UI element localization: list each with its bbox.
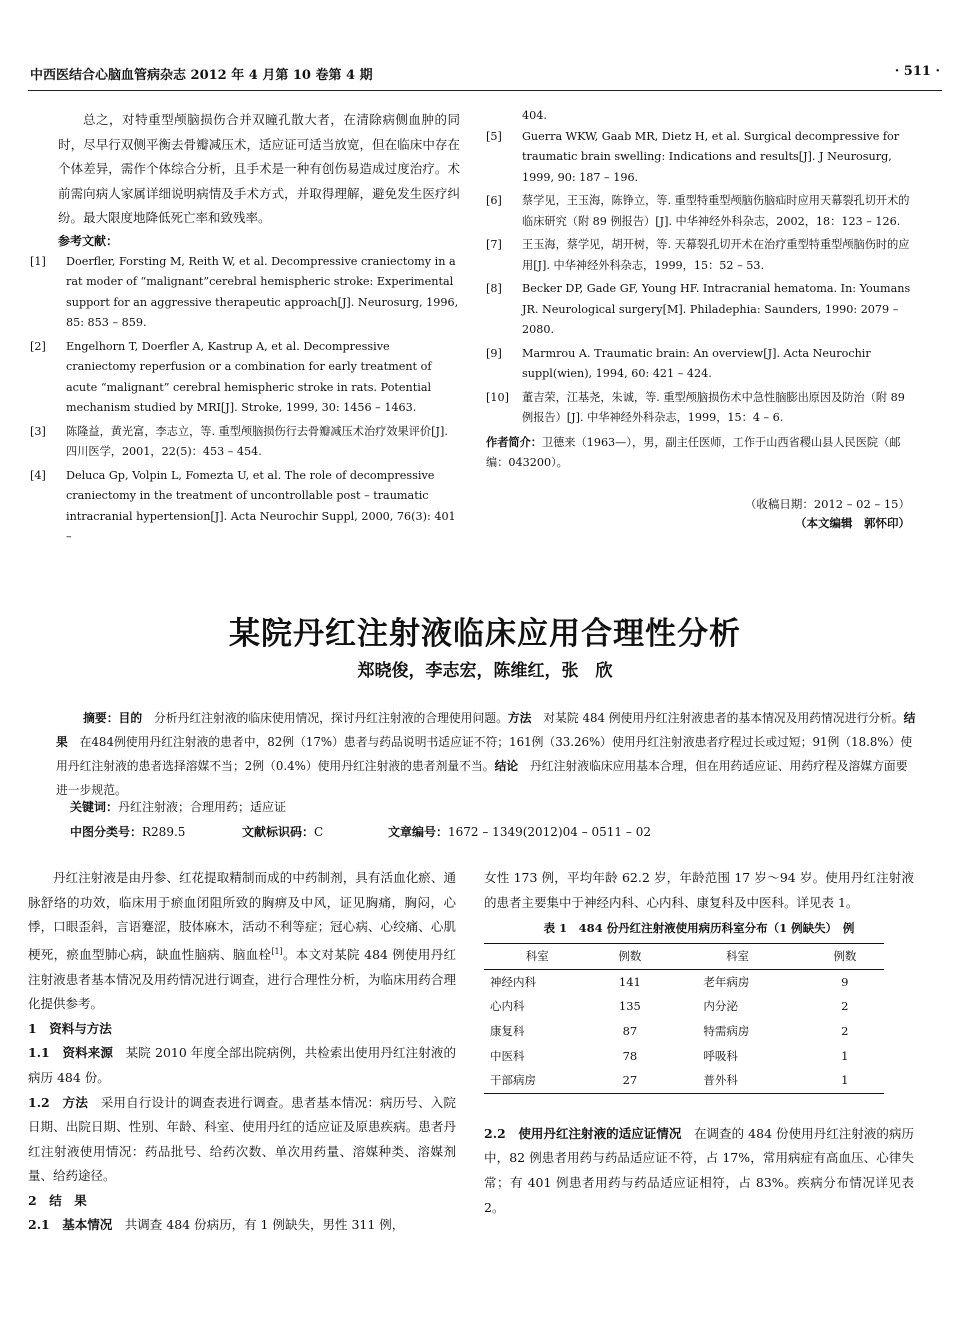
clc-number: 中图分类号：R289.5: [70, 825, 186, 839]
reference-item: [2] Engelhorn T, Doerfler A, Kastrup A, et al. Decompressive craniectomy reperfusion or a combination for early treatment of acute “malignant” cerebral hemispheric stroke in rats. Potential mechanism studied by MRI[J]. Stroke, 1999, 30: 1456 – 1463.: [30, 339, 432, 414]
reference-item: [5] Guerra WKW, Gaab MR, Dietz H, et al. Surgical decompressive for traumatic brain swelling: Indications and results[J]. J Neurosurg, 1999, 90: 187 – 196.: [486, 129, 900, 184]
reference-item: [1] Doerfler, Forsting M, Reith W, et al. Decompressive craniectomy in a rat moder of “malignant”cerebral hemispheric stroke: Experimental support for an aggressive therapeutic approach[J]. Neurosurg, 1996, 85: 853 – 859.: [30, 254, 459, 329]
section-1-1: 1.1 资料来源 某院 2010 年度全部出院病例，共检索出使用丹红注射液的病历 484 份。: [28, 1045, 456, 1085]
section-2-1: 2.1 基本情况 共调查 484 份病历，有 1 例缺失，男性 311 例，: [28, 1217, 405, 1233]
editor-note: （本文编辑 郭怀印）: [795, 516, 910, 530]
header-rule: [28, 90, 942, 91]
page-number: · 511 ·: [894, 64, 940, 79]
table-row: 神经内科 141 老年病房 9: [490, 974, 849, 989]
received-date: （收稿日期：2012 – 02 – 15）: [744, 497, 910, 511]
prev-conclusion: 总之，对特重型颅脑损伤合并双瞳孔散大者，在清除病侧血肿的同时，尽早行双侧平衡去骨瓣减压术，适应证可适当放宽，但在临床中存在个体差异，需作个体综合分析，且手术是一种有创伤易造成过度治疗。术前需向病人家属详细说明病情及手术方式，并取得理解，避免发生医疗纠纷。最大限度地降低死亡率和致残率。: [58, 112, 460, 225]
table-1-caption: 表 1 484 份丹红注射液使用病历科室分布（1 例缺失） 例: [543, 921, 855, 936]
abstract: 摘要：目的 分析丹红注射液的临床使用情况，探讨丹红注射液的合理使用问题。方法 对某院 484 例使用丹红注射液患者的基本情况及用药情况进行分析。结果 在484例使用丹红注射液的患者中，82例（17%）患者与药品说明书适应证不符；161例（33.26%）使用丹红注射液患者疗程过长或过短；91例（18.8%）使用丹红注射液的患者选择溶媒不当；2例（0.4%）使用丹红注射液的患者剂量不当。结论 丹红注射液临床应用基本合理，但在用药适应证、用药疗程及溶媒方面要进一步规范。: [56, 711, 916, 797]
article-number: 文章编号：1672 – 1349(2012)04 – 0511 – 02: [388, 825, 651, 839]
body-left-column: [28, 866, 456, 1238]
journal-name: 中西医结合心脑血管病杂志 2012 年 4 月第 10 卷第 4 期: [30, 68, 373, 83]
section-1-heading: 1 资料与方法: [28, 1020, 112, 1036]
section-2-2: 2.2 使用丹红注射液的适应证情况 在调查的 484 份使用丹红注射液的病历中，82 例患者用药与药品适应证不符，占 17%，常用病症有高血压、心律失常；有 401 例患者用药与药品适应证相符，占 83%。疾病分布情况详见表 2。: [484, 1125, 914, 1215]
section-2-heading: 2 结 果: [28, 1192, 87, 1208]
reference-item: [10] 董吉荣，江基尧，朱诚，等. 重型颅脑损伤术中急性脑膨出原因及防治（附 89 例报告）[J]. 中华神经外科杂志，1999，15：4 – 6.: [486, 390, 905, 424]
section-1-2: 1.2 方法 采用自行设计的调查表进行调查。患者基本情况：病历号、入院日期、出院日期、性别、年龄、科室、使用丹红的适应证及原患疾病。患者丹红注射液使用情况：药品批号、给药次数、单次用药量、溶媒种类、溶媒剂量、给药途径。: [28, 1094, 456, 1184]
article-authors: 郑晓俊，李志宏，陈维红，张 欣: [357, 661, 613, 681]
document-code: 文献标识码：C: [242, 825, 324, 839]
reference-continuation: 404.: [522, 109, 547, 122]
reference-item: [4] Deluca Gp, Volpin L, Fomezta U, et al. The role of decompressive craniectomy in the treatment of uncontrollable post – traumatic intracranial hypertension[J]. Acta Neurochir Suppl, 2000, 76(3): 401 –: [30, 468, 456, 543]
classification-line: [70, 823, 870, 840]
reference-item: [8] Becker DP, Gade GF, Young HF. Intracranial hematoma. In: Youmans JR. Neurological surgery[M]. Philadephia: Saunders, 1990: 2079 – 2080.: [486, 282, 911, 336]
ref-list-left: [30, 252, 460, 548]
section-2-1-continued: 女性 173 例，平均年龄 62.2 岁，年龄范围 17 岁～94 岁。使用丹红注射液的患者主要集中于神经内科、心内科、康复科及中医科。详见表 1。: [484, 870, 914, 910]
table-row: 干部病房 27 普外科 1: [484, 1068, 884, 1093]
running-header: [30, 64, 940, 86]
ref-heading: 参考文献：: [58, 233, 119, 248]
keywords: 关键词：丹红注射液；合理用药；适应证: [70, 800, 287, 814]
table-row: 心内科 135 内分泌 2: [490, 999, 849, 1014]
table-header-row: 科室 例数 科室 例数: [484, 944, 884, 970]
reference-item: [6] 蔡学见，王玉海，陈铮立，等. 重型特重型颅脑伤脑疝时应用天幕裂孔切开术的临床研究（附 89 例报告）[J]. 中华神经外科杂志，2002，18：123 – 126.: [486, 194, 910, 228]
table-row: 中医科 78 呼吸科 1: [490, 1048, 849, 1063]
reference-item: [3] 陈隆益，黄光富，李志立，等. 重型颅脑损伤行去骨瓣减压术治疗效果评价[J]. 四川医学，2001，22(5)：453 – 454.: [30, 424, 448, 458]
table-row: 康复科 87 特需病房 2: [490, 1023, 849, 1038]
article-title: 某院丹红注射液临床应用合理性分析: [229, 616, 741, 652]
body-right-column: [484, 866, 914, 1220]
reference-item: [7] 王玉海，蔡学见，胡开树，等. 天幕裂孔切开术在治疗重型特重型颅脑伤时的应用[J]. 中华神经外科杂志，1999，15：52 – 53.: [486, 238, 910, 272]
prev-article-left-column: [30, 108, 460, 551]
table-1: [484, 943, 884, 1094]
prev-article-right-column: [486, 106, 914, 474]
author-intro: 作者简介：卫德来（1963—），男，副主任医师，工作于山西省稷山县人民医院（邮编：043200）。: [486, 434, 901, 469]
reference-item: [9] Marmrou A. Traumatic brain: An overview[J]. Acta Neurochir suppl(wien), 1994, 60: 421 – 424.: [486, 346, 871, 380]
intro-paragraph: 丹红注射液是由丹参、红花提取精制而成的中药制剂，具有活血化瘀、通脉舒络的功效，临床用于瘀血闭阻所致的胸痹及中风，证见胸痛，胸闷，心悸，口眼歪斜，言语蹇涩，肢体麻木，活动不利等症；冠心病、心绞痛、心肌梗死，瘀血型肺心病，缺血性脑病、脑血栓[1]。本文对某院 484 例使用丹红注射液患者基本情况及用药情况进行调查，进行合理性分析，为临床用药合理化提供参考。: [28, 870, 456, 1012]
